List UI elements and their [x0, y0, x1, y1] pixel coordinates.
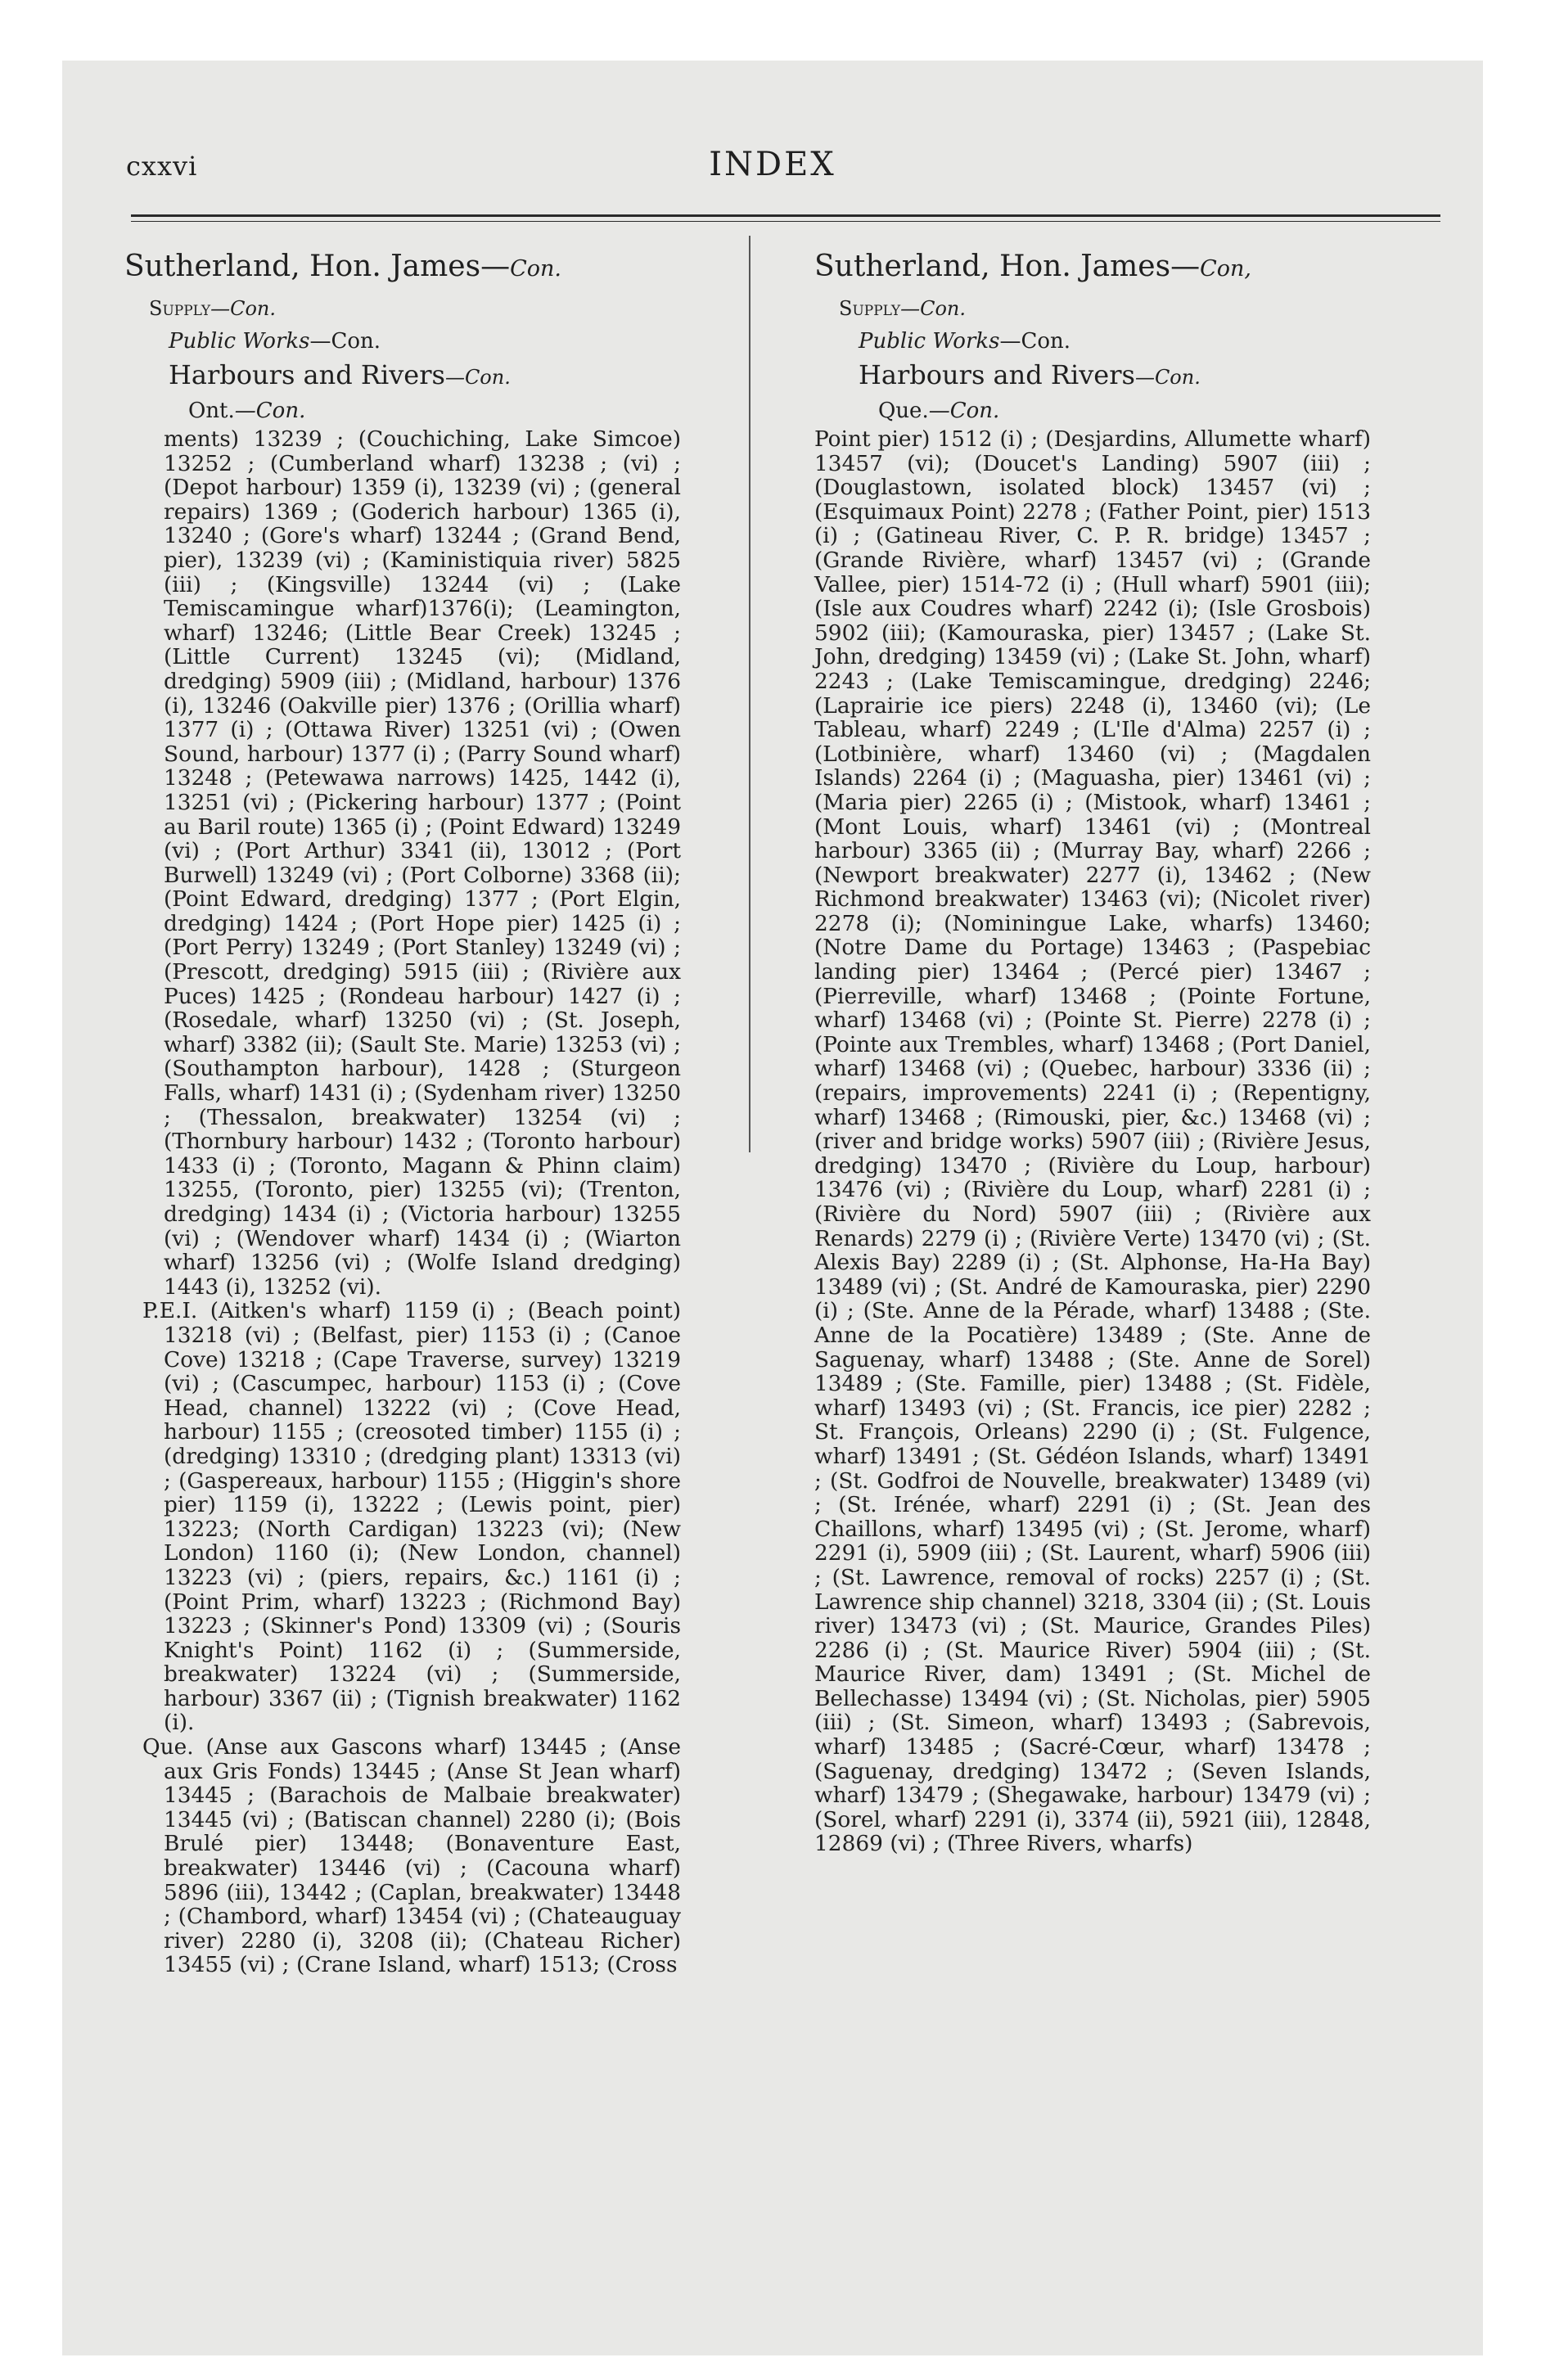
harbours-rivers-label: Harbours and Rivers [859, 359, 1135, 390]
supply-con: —Con. [900, 297, 966, 320]
heading-name: Sutherland, Hon. James [124, 250, 481, 283]
harbours-rivers-con: —Con. [1134, 366, 1201, 389]
index-heading: Sutherland, Hon. James—Con, [814, 250, 1251, 283]
right-column [814, 249, 1371, 1856]
public-works-con: —Con. [999, 329, 1071, 354]
quebec-entries-continued: Point pier) 1512 (i) ; (Desjardins, Allumette wharf) 13457 (vi); (Doucet's Landing) 5907 (iii) ; (Douglastown, isolated block) 13457 (vi) ; (Esquimaux Point) 2278 ; (Father Point, pier) 1513 (i) ; (Gatineau River, C. P. R. bridge) 13457 ; (Grande Rivière, wharf) 13457 (vi) ; (Grande Vallee, pier) 1514-72 (i) ; (Hull wharf) 5901 (iii); (Isle aux Coudres wharf) 2242 (i); (Isle Grosbois) 5902 (iii); (Kamouraska, pier) 13457 ; (Lake St. John, dredging) 13459 (vi) ; (Lake St. John, wharf) 2243 ; (Lake Temiscamingue, dredging) 2246; (Laprairie ice piers) 2248 (i), 13460 (vi); (Le Tableau, wharf) 2249 ; (L'Ile d'Alma) 2257 (i) ; (Lotbinière, wharf) 13460 (vi) ; (Magdalen Islands) 2264 (i) ; (Maguasha, pier) 13461 (vi) ; (Maria pier) 2265 (i) ; (Mistook, wharf) 13461 ; (Mont Louis, wharf) 13461 (vi) ; (Montreal harbour) 3365 (ii) ; (Murray Bay, wharf) 2266 ; (Newport breakwater) 2277 (i), 13462 ; (New Richmond breakwater) 13463 (vi); (Nicolet river) 2278 (i); (Nominingue Lake, wharfs) 13460; (Notre Dame du Portage) 13463 ; (Paspebiac landing pier) 13464 ; (Percé pier) 13467 ; (Pierreville, wharf) 13468 ; (Pointe Fortune, wharf) 13468 (vi) ; (Pointe St. Pierre) 2278 (i) ; (Pointe aux Trembles, wharf) 13468 ; (Port Daniel, wharf) 13468 (vi) ; (Quebec, harbour) 3336 (ii) ; (repairs, improvements) 2241 (i) ; (Repentigny, wharf) 13468 ; (Rimouski, pier, &c.) 13468 (vi) ; (river and bridge works) 5907 (iii) ; (Rivière Jesus, dredging) 13470 ; (Rivière du Loup, harbour) 13476 (vi) ; (Rivière du Loup, wharf) 2281 (i) ; (Rivière du Nord) 5907 (iii) ; (Rivière aux Renards) 2279 (i) ; (Rivière Verte) 13470 (vi) ; (St. Alexis Bay) 2289 (i) ; (St. Alphonse, Ha-Ha Bay) 13489 (vi) ; (St. André de Kamouraska, pier) 2290 (i) ; (Ste. Anne de la Pérade, wharf) 13488 ; (Ste. Anne de la Pocatière) 13489 ; (Ste. Anne de Saguenay, wharf) 13488 ; (Ste. Anne de Sorel) 13489 ; (Ste. Famille, pier) 13488 ; (St. Fidèle, wharf) 13493 (vi) ; (St. Francis, ice pier) 2282 ; St. François, Orleans) 2290 (i) ; (St. Fulgence, wharf) 13491 ; (St. Gédéon Islands, wharf) 13491 ; (St. Godfroi de Nouvelle, breakwater) 13489 (vi) ; (St. Irénée, wharf) 2291 (i) ; (St. Jean des Chaillons, wharf) 13495 (vi) ; (St. Jerome, wharf) 2291 (i), 5909 (iii) ; (St. Laurent, wharf) 5906 (iii) ; (St. Lawrence, removal of rocks) 2257 (i) ; (St. Lawrence ship channel) 3218, 3304 (ii) ; (St. Louis river) 13473 (vi) ; (St. Maurice, Grandes Piles) 2286 (i) ; (St. Maurice River) 5904 (iii) ; (St. Maurice River, dam) 13491 ; (St. Michel de Bellechasse) 13494 (vi) ; (St. Nicholas, pier) 5905 (iii) ; (St. Simeon, wharf) 13493 ; (Sabrevois, wharf) 13485 ; (Sacré-Cœur, wharf) 13478 ; (Saguenay, dredging) 13472 ; (Seven Islands, wharf) 13479 ; (Shegawake, harbour) 13479 (vi) ; (Sorel, wharf) 2291 (i), 3374 (ii), 5921 (iii), 12848, 12869 (vi) ; (Three Rivers, wharfs) [814, 426, 1371, 1857]
public-works-subheading [814, 325, 1371, 358]
heading-con: Con. [510, 256, 561, 282]
public-works-con: —Con. [309, 329, 381, 354]
supply-con: —Con. [210, 297, 276, 320]
header-rule [131, 214, 1440, 217]
heading-name: Sutherland, Hon. James [814, 250, 1171, 283]
province-label: Ont. [188, 399, 235, 423]
province-subheading [814, 394, 1371, 427]
public-works-label: Public Works [169, 329, 310, 354]
quebec-entries [124, 1735, 681, 1977]
harbours-rivers-con: —Con. [444, 366, 511, 389]
public-works-label: Public Works [859, 329, 1000, 354]
province-subheading [124, 394, 681, 427]
header-rule-thin [131, 221, 1440, 222]
quebec-label: Que. [142, 1734, 194, 1760]
harbours-rivers-label: Harbours and Rivers [169, 359, 445, 390]
province-con: —Con. [928, 399, 1000, 423]
pei-label: P.E.I. [142, 1298, 198, 1324]
pei-entries [124, 1299, 681, 1735]
book-page [62, 61, 1483, 2355]
province-con: —Con. [234, 399, 306, 423]
column-divider [749, 236, 750, 1152]
page-folio: cxxvi [126, 151, 198, 182]
province-label: Que. [878, 399, 929, 423]
heading-con: Con, [1200, 256, 1251, 282]
supply-label: Supply [149, 297, 211, 320]
left-column [124, 249, 681, 1977]
public-works-subheading [124, 325, 681, 358]
supply-subheading [814, 292, 1371, 325]
supply-subheading [124, 292, 681, 325]
quebec-text: (Anse aux Gascons wharf) 13445 ; (Anse aux Gris Fonds) 13445 ; (Anse St Jean wharf) 13445 ; (Barachois de Malbaie breakwater) 13445 (vi) ; (Batiscan channel) 2280 (i); (Bois Brulé pier) 13448; (Bonaventure East, breakwater) 13446 (vi) ; (Cacouna wharf) 5896 (iii), 13442 ; (Caplan, breakwater) 13448 ; (Chambord, wharf) 13454 (vi) ; (Chateauguay river) 2280 (i), 3208 (ii); (Chateau Richer) 13455 (vi) ; (Crane Island, wharf) 1513; (Cross [164, 1734, 681, 1978]
ontario-entries: ments) 13239 ; (Couchiching, Lake Simcoe) 13252 ; (Cumberland wharf) 13238 ; (vi) ; (Depot harbour) 1359 (i), 13239 (vi) ; (general repairs) 1369 ; (Goderich harbour) 1365 (i), 13240 ; (Gore's wharf) 13244 ; (Grand Bend, pier), 13239 (vi) ; (Kaministiquia river) 5825 (iii) ; (Kingsville) 13244 (vi) ; (Lake Temiscamingue wharf)1376(i); (Leamington, wharf) 13246; (Little Bear Creek) 13245 ; (Little Current) 13245 (vi); (Midland, dredging) 5909 (iii) ; (Midland, harbour) 1376 (i), 13246 (Oakville pier) 1376 ; (Orillia wharf) 1377 (i) ; (Ottawa River) 13251 (vi) ; (Owen Sound, harbour) 1377 (i) ; (Parry Sound wharf) 13248 ; (Petewawa narrows) 1425, 1442 (i), 13251 (vi) ; (Pickering harbour) 1377 ; (Point au Baril route) 1365 (i) ; (Point Edward) 13249 (vi) ; (Port Arthur) 3341 (ii), 13012 ; (Port Burwell) 13249 (vi) ; (Port Colborne) 3368 (ii); (Point Edward, dredging) 1377 ; (Port Elgin, dredging) 1424 ; (Port Hope pier) 1425 (i) ; (Port Perry) 13249 ; (Port Stanley) 13249 (vi) ; (Prescott, dredging) 5915 (iii) ; (Rivière aux Puces) 1425 ; (Rondeau harbour) 1427 (i) ; (Rosedale, wharf) 13250 (vi) ; (St. Joseph, wharf) 3382 (ii); (Sault Ste. Marie) 13253 (vi) ; (Southampton harbour), 1428 ; (Sturgeon Falls, wharf) 1431 (i) ; (Sydenham river) 13250 ; (Thessalon, breakwater) 13254 (vi) ; (Thornbury harbour) 1432 ; (Toronto harbour) 1433 (i) ; (Toronto, Magann & Phinn claim) 13255, (Toronto, pier) 13255 (vi); (Trenton, dredging) 1434 (i) ; (Victoria harbour) 13255 (vi) ; (Wendover wharf) 1434 (i) ; (Wiarton wharf) 13256 (vi) ; (Wolfe Island dredging) 1443 (i), 13252 (vi). [164, 426, 681, 1300]
harbours-rivers-subheading [814, 358, 1371, 394]
supply-label: Supply [839, 297, 901, 320]
index-heading: Sutherland, Hon. James—Con. [124, 250, 561, 283]
pei-text: (Aitken's wharf) 1159 (i) ; (Beach point) 13218 (vi) ; (Belfast, pier) 1153 (i) ; (Canoe Cove) 13218 ; (Cape Traverse, survey) 13219 (vi) ; (Cascumpec, harbour) 1153 (i) ; (Cove Head, channel) 13222 (vi) ; (Cove Head, harbour) 1155 ; (creosoted timber) 1155 (i) ; (dredging) 13310 ; (dredging plant) 13313 (vi) ; (Gaspereaux, harbour) 1155 ; (Higgin's shore pier) 1159 (i), 13222 ; (Lewis point, pier) 13223; (North Cardigan) 13223 (vi); (New London) 1160 (i); (New London, channel) 13223 (vi) ; (piers, repairs, &c.) 1161 (i) ; (Point Prim, wharf) 13223 ; (Richmond Bay) 13223 ; (Skinner's Pond) 13309 (vi) ; (Souris Knight's Point) 1162 (i) ; (Summerside, breakwater) 13224 (vi) ; (Summerside, harbour) 3367 (ii) ; (Tignish breakwater) 1162 (i). [164, 1298, 681, 1736]
harbours-rivers-subheading [124, 358, 681, 394]
index-entries-right [814, 427, 1371, 1856]
index-entries-left [124, 427, 681, 1977]
running-title: INDEX [709, 146, 836, 183]
